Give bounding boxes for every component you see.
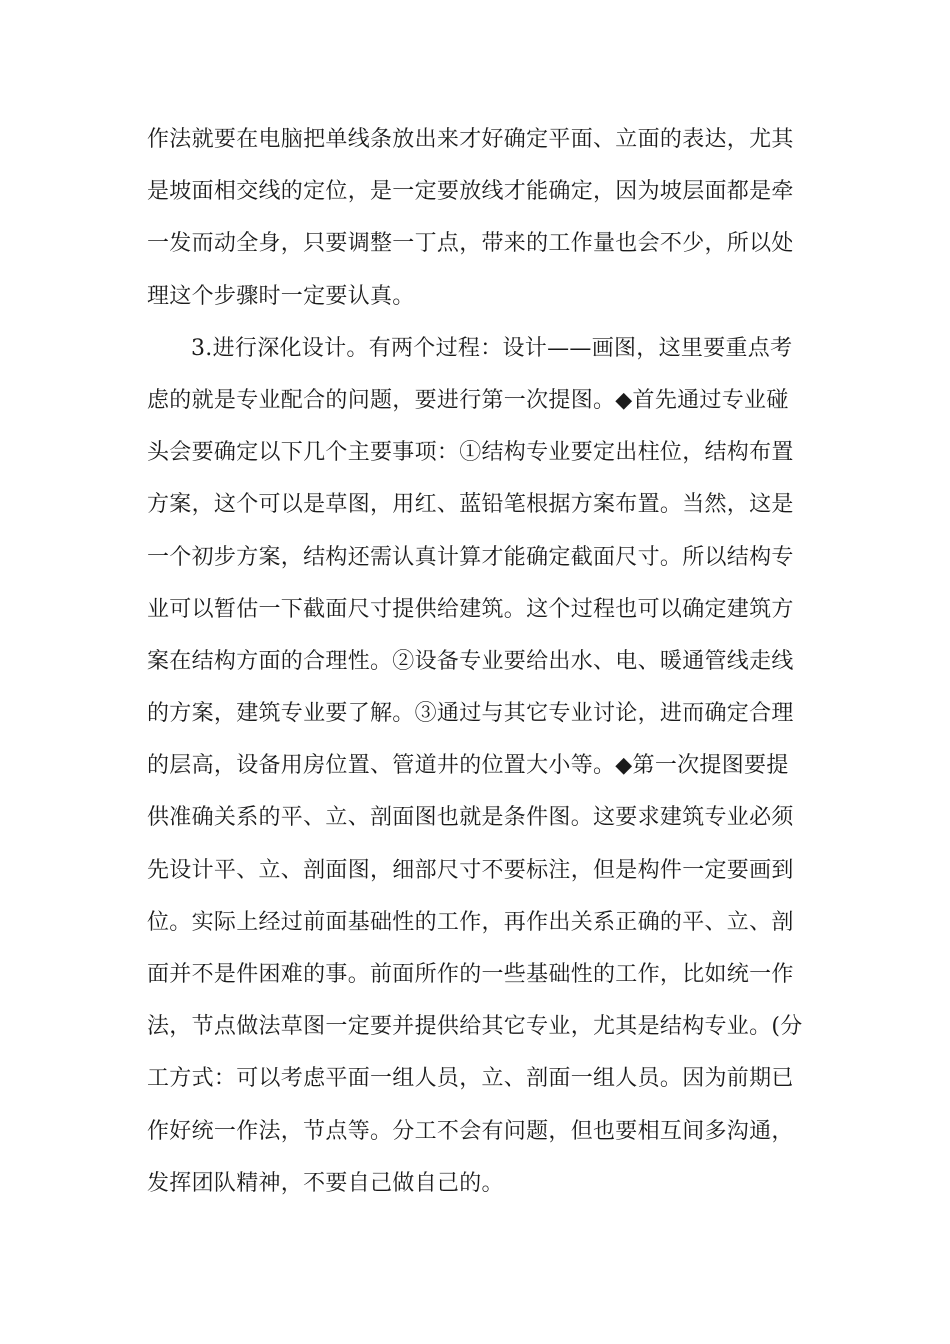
text-line: 案在结构方面的合理性。②设备专业要给出水、电、暖通管线走线 xyxy=(147,648,794,674)
text-line: 工方式：可以考虑平面一组人员，立、剖面一组人员。因为前期已 xyxy=(147,1066,794,1092)
text-line: 业可以暂估一下截面尺寸提供给建筑。这个过程也可以确定建筑方 xyxy=(147,596,794,622)
text-line: 法，节点做法草图一定要并提供给其它专业，尤其是结构专业。(分 xyxy=(147,1014,803,1040)
text-line: 一个初步方案，结构还需认真计算才能确定截面尺寸。所以结构专 xyxy=(147,544,794,570)
body-text xyxy=(147,114,807,1210)
text-line: 3.进行深化设计。有两个过程：设计——画图，这里要重点考 xyxy=(191,335,793,361)
text-line: 面并不是件困难的事。前面所作的一些基础性的工作，比如统一作 xyxy=(147,962,794,987)
text-line: 发挥团队精神，不要自己做自己的。 xyxy=(147,1170,504,1196)
text-line: 作好统一作法，节点等。分工不会有问题，但也要相互间多沟通， xyxy=(147,1118,794,1144)
text-line: 的方案，建筑专业要了解。③通过与其它专业讨论，进而确定合理 xyxy=(147,701,794,727)
text-line: 一发而动全身，只要调整一丁点，带来的工作量也会不少，所以处 xyxy=(147,231,794,257)
text-line: 是坡面相交线的定位，是一定要放线才能确定，因为坡层面都是牵 xyxy=(147,179,794,205)
text-line: 作法就要在电脑把单线条放出来才好确定平面、立面的表达，尤其 xyxy=(147,127,794,152)
text-line: 头会要确定以下几个主要事项：①结构专业要定出柱位，结构布置 xyxy=(147,440,794,466)
text-line: 的层高，设备用房位置、管道井的位置大小等。◆第一次提图要提 xyxy=(147,753,789,779)
text-line: 虑的就是专业配合的问题，要进行第一次提图。◆首先通过专业碰 xyxy=(147,387,789,413)
text-line: 理这个步骤时一定要认真。 xyxy=(147,283,415,309)
text-line: 供准确关系的平、立、剖面图也就是条件图。这要求建筑专业必须 xyxy=(147,805,794,831)
text-line: 先设计平、立、剖面图，细部尺寸不要标注，但是构件一定要画到 xyxy=(147,857,794,883)
text-line: 位。实际上经过前面基础性的工作，再作出关系正确的平、立、剖 xyxy=(147,909,794,935)
text-line: 方案，这个可以是草图，用红、蓝铅笔根据方案布置。当然，这是 xyxy=(147,492,794,518)
